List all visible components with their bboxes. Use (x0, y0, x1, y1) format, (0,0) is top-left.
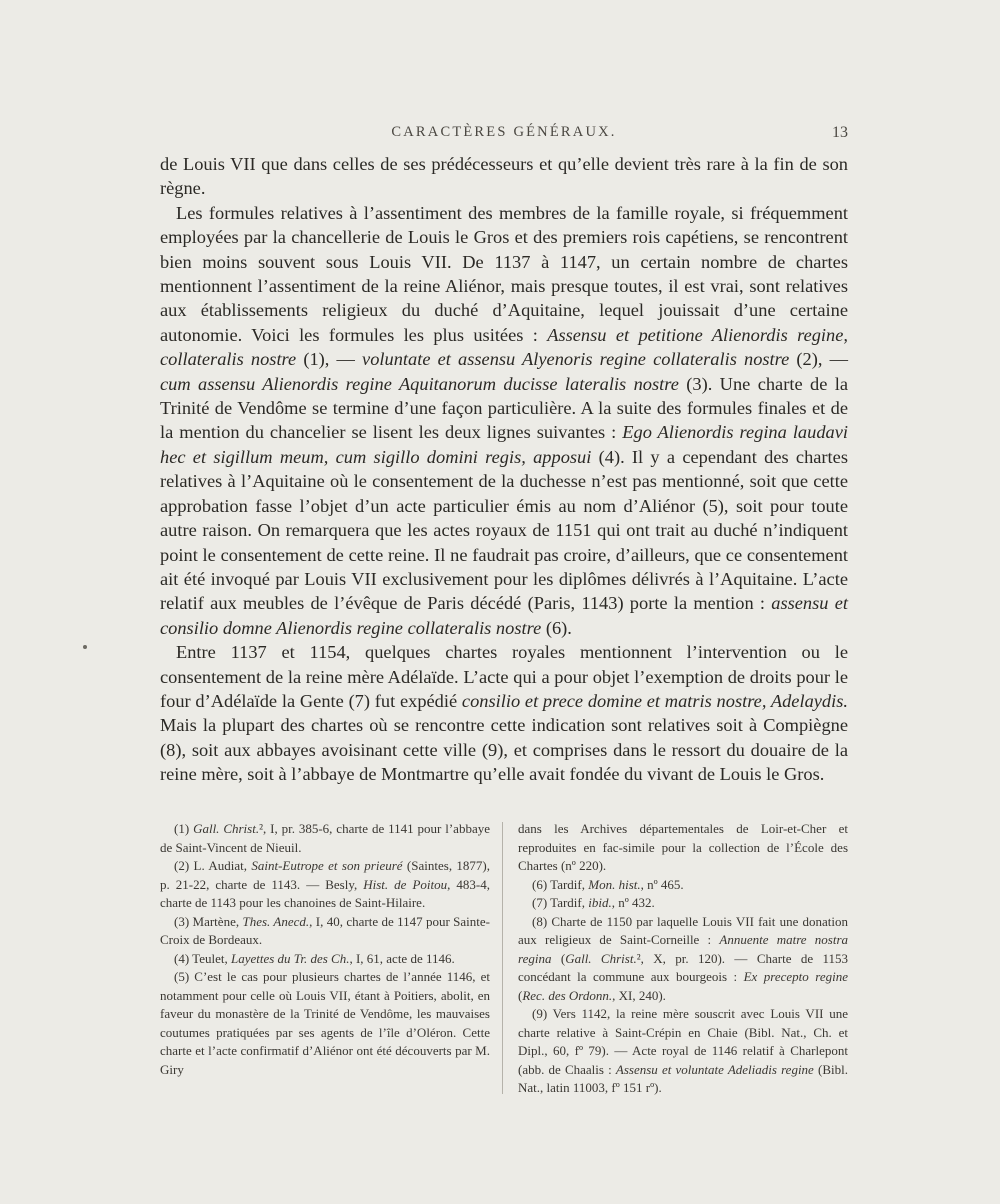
text-run: (4). Il y a cependant des chartes relatives à l’Aquitaine où le consentement de la duchesse n’est pas mentionné, soit que cette approbation fasse l’objet d’un acte particulier émis au nom d’Aliénor (5), soit pour toute autre raison. On remarquera que les actes royaux de 1151 qui ont trait au duché n’indiquent point le consentement de cette reine. Il ne faudrait pas croire, d’ailleurs, que ce consentement ait été invoqué par Louis VII exclusivement pour les diplômes délivrés à l’Aquitaine. L’acte relatif aux meubles de l’évêque de Paris décédé (Paris, 1143) porte la mention : (160, 446, 848, 614)
text-run: (Bibl. Nat., latin 11003, fº 151 rº). (518, 1061, 848, 1095)
italic-text: ibid. (588, 895, 612, 910)
text-run: , nº 432. (611, 895, 655, 910)
text-run: (5) C’est le cas pour plusieurs chartes de l’année 1146, et notamment pour celle où Louis VII, étant à Poitiers, abolit, en faveur du monastère de la Trinité de Vendôme, les mauvaises coutumes pratiquées par ses agents de l’île d’Oléron. Cette charte et l’acte confirmatif d’Aliénor ont été découverts par M. Giry (160, 969, 490, 1077)
text-run: (6) Tardif, (532, 876, 589, 892)
text-run: ( (551, 950, 566, 966)
text-run: (2), — (789, 349, 848, 370)
text-run: (2) L. Audiat, (174, 858, 252, 873)
text-run: Mais la plupart des chartes où se rencontre cette indication sont relatives soit à Compiègne (8), soit aux abbayes avoisinant cette ville (9), et comprises dans le ressort du douaire de la reine mère, soit à l’abbaye de Montmartre qu’elle avait fondée du vivant de Louis le Gros. (160, 715, 848, 785)
italic-text: Gall. Christ. (193, 821, 260, 836)
italic-text: Layettes du Tr. des Ch. (230, 950, 350, 966)
text-run: , 483-4, charte de 1143 pour les chanoines de Saint-Hilaire. (160, 876, 490, 910)
footnote (518, 913, 848, 1006)
italic-text: Ex precepto regine (743, 969, 848, 984)
italic-text: voluntate et assensu Alyenoris regine collateralis nostre (362, 349, 790, 370)
running-title: CARACTÈRES GÉNÉRAUX. (391, 124, 617, 140)
italic-text: Assensu et petitione Alienordis regine, collateralis nostre (160, 324, 848, 370)
italic-text: assensu et consilio domne Alienordis regine collateralis nostre (160, 593, 849, 638)
text-run: , I, 40, charte de 1147 pour Sainte-Croix de Bordeaux. (160, 913, 491, 947)
text-run: , I, 61, acte de 1146. (349, 950, 455, 966)
italic-text: Rec. des Ordonn. (522, 987, 613, 1003)
text-run: (3) Martène, (174, 913, 243, 929)
italic-text: consilio et prece domine et matris nostre, Adelaydis. (461, 690, 848, 711)
paragraph (160, 152, 848, 201)
main-text (160, 152, 848, 787)
text-run: (7) Tardif, (532, 895, 589, 910)
italic-text: Saint-Eutrope et son prieuré (251, 858, 403, 873)
text-run: (1), — (296, 349, 363, 370)
italic-text: Annuente matre nostra regina (518, 932, 848, 966)
footnote (518, 894, 848, 913)
text-run: , XI, 240). (612, 987, 666, 1003)
italic-text: Hist. de Poitou (363, 876, 448, 892)
text-run: (8) Charte de 1150 par laquelle Louis VII fait une donation aux religieux de Saint-Corneille : (518, 913, 848, 947)
text-run: ( (518, 987, 523, 1003)
text-run: de Louis VII que dans celles de ses prédécesseurs et qu’elle devient très rare à la fin de son règne. (160, 154, 848, 199)
paragraph (160, 201, 848, 640)
text-run: , nº 465. (640, 876, 684, 892)
text-run: Les formules relatives à l’assentiment des membres de la famille royale, si fréquemment employées par la chancellerie de Louis le Gros et des premiers rois capétiens, se rencontrent bien moins souvent sous Louis VII. De 1137 à 1147, un certain nombre de chartes mentionnent l’assentiment de la reine Aliénor, mais presque toutes, il est vrai, sont relatives aux établissements religieux du duché d’Aquitaine, lequel jouissait d’une certaine autonomie. Voici les formules les plus usitées : (160, 202, 848, 345)
text-run: (3). Une charte de la Trinité de Vendôme se termine d’une façon particulière. A la suite des formules finales et de la mention du chancelier se lisent les deux lignes suivantes : (160, 373, 849, 443)
text-run: ², X, pr. 120). — Charte de 1153 concédant la commune aux bourgeois : (518, 950, 849, 984)
footnote (518, 876, 848, 895)
page-header (160, 124, 848, 148)
footnotes-right-column (518, 820, 848, 1098)
text-run: dans les Archives départementales de Loir-et-Cher et reproduites en fac-simile pour la collection de l’École des Chartes (nº 220). (518, 821, 848, 873)
text-run: (1) (174, 821, 194, 836)
italic-text: Mon. hist. (588, 876, 641, 892)
italic-text: Ego Alienordis regina laudavi hec et sigillum meum, cum sigillo domini regis, apposui (160, 422, 848, 467)
text-run: (6). (541, 617, 572, 638)
italic-text: Gall. Christ. (565, 950, 637, 966)
footnote (518, 1005, 848, 1098)
footnotes-left-column (160, 820, 490, 1098)
paragraph (160, 640, 848, 786)
footnote (160, 950, 490, 969)
paper-speck (83, 645, 87, 649)
footnote (160, 820, 490, 857)
footnotes (160, 820, 848, 1098)
italic-text: Assensu et voluntate Adeliadis regine (615, 1061, 814, 1077)
footnote (160, 913, 490, 950)
text-run: (4) Teulet, (174, 950, 231, 966)
footnote (160, 857, 490, 913)
text-run: (Saintes, 1877), p. 21-22, charte de 1143. — Besly, (160, 858, 490, 892)
footnote (518, 820, 848, 876)
italic-text: Thes. Anecd. (242, 913, 310, 929)
italic-text: cum assensu Alienordis regine Aquitanorum ducisse lateralis nostre (160, 373, 679, 394)
text-run: ², I, pr. 385-6, charte de 1141 pour l’abbaye de Saint-Vincent de Nieuil. (160, 821, 490, 855)
page-number: 13 (832, 124, 848, 141)
text-run: (9) Vers 1142, la reine mère souscrit avec Louis VII une charte relative à Saint-Crépin en Chaie (Bibl. Nat., Ch. et Dipl., 60, fº 79). — Acte royal de 1146 relatif à Charlepont (abb. de Chaalis : (518, 1006, 848, 1077)
text-run: Entre 1137 et 1154, quelques chartes royales mentionnent l’intervention ou le consentement de la reine mère Adélaïde. L’acte qui a pour objet l’exemption de droits pour le four d’Adélaïde la Gente (7) fut expédié (160, 642, 848, 711)
footnote (160, 968, 490, 1079)
